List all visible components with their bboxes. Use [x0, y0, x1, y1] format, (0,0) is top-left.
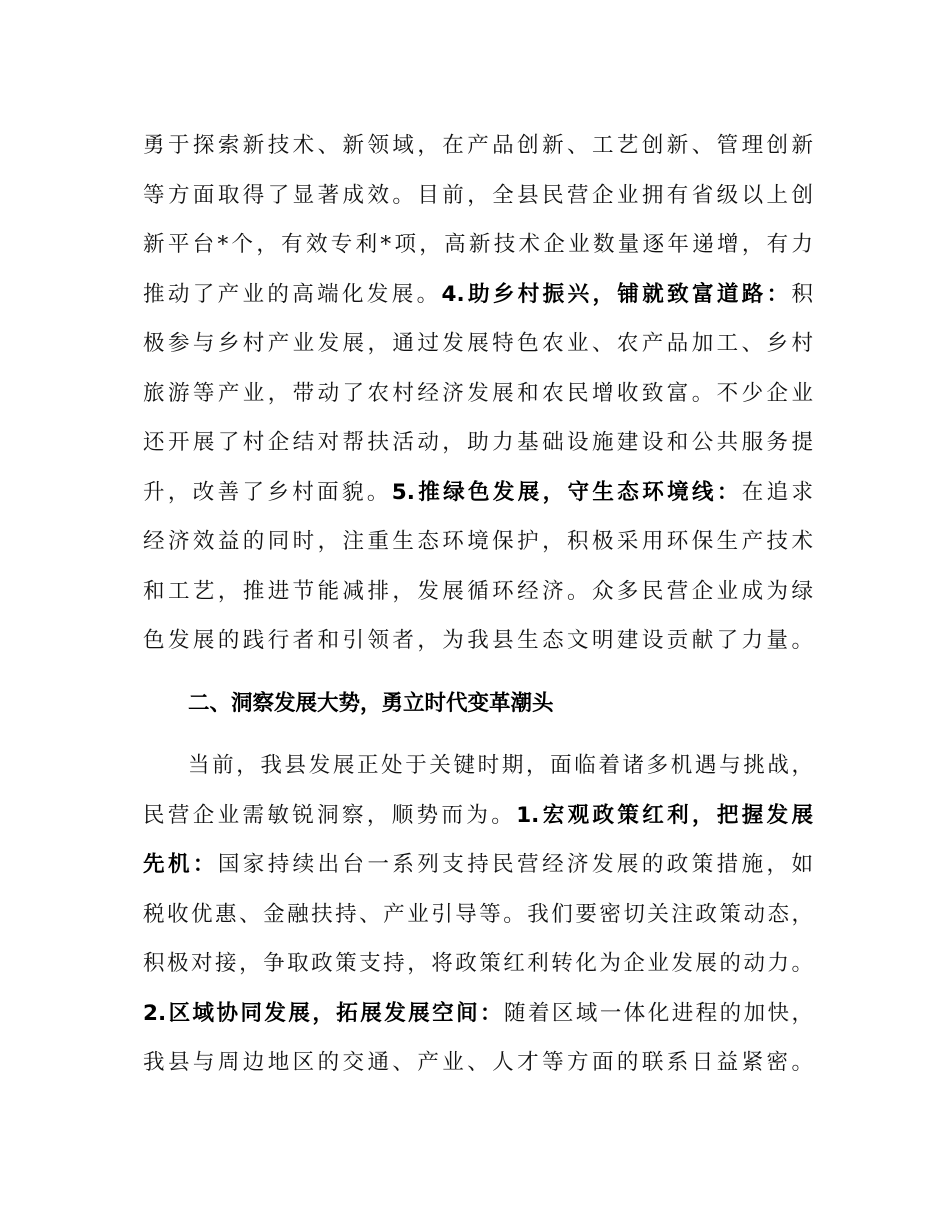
text-run: 积: [791, 281, 813, 307]
paragraph-line: 勇于探索新技术、新领域，在产品创新、工艺创新、管理创新: [143, 133, 813, 158]
paragraph-line: 新平台*个，有效专利*项，高新技术企业数量逐年递增，有力: [143, 232, 813, 257]
text-run: 民营企业需敏锐洞察，顺势而为。: [143, 802, 517, 828]
paragraph-line: 经济效益的同时，注重生态环境保护，积极采用环保生产技术: [143, 529, 813, 554]
text-run: 国家持续出台一系列支持民营经济发展的政策措施，如: [217, 852, 813, 877]
paragraph-line: 和工艺，推进节能减排，发展循环经济。众多民营企业成为绿: [143, 578, 813, 604]
text-run: 随着区域一体化进程的加快，: [504, 1000, 813, 1026]
paragraph-line: 等方面取得了显著成效。目前，全县民营企业拥有省级以上创: [143, 182, 813, 208]
paragraph-line: [143, 989, 813, 1039]
paragraph-line: [143, 791, 813, 841]
text-run: 升，改善了乡村面貌。: [143, 479, 392, 505]
bold-subheading-4: 4.助乡村振兴，铺就致富道路：: [441, 281, 792, 307]
paragraph-1: [143, 121, 813, 666]
bold-subheading-2: 2.区域协同发展，拓展发展空间：: [143, 1000, 504, 1026]
paragraph-line: 税收优惠、金融扶持、产业引导等。我们要密切关注政策动态，: [143, 901, 813, 927]
paragraph-line: [143, 840, 813, 890]
text-run: 在追求: [741, 479, 813, 505]
paragraph-line: [143, 468, 813, 518]
document-page: [143, 121, 813, 1088]
paragraph-line: 我县与周边地区的交通、产业、人才等方面的联系日益紧密。: [143, 1050, 813, 1075]
text-run: 推动了产业的高端化发展。: [143, 281, 442, 307]
paragraph-line: 色发展的践行者和引领者，为我县生态文明建设贡献了力量。: [143, 628, 813, 653]
section-heading: 二、洞察发展大势，勇立时代变革潮头: [188, 690, 554, 716]
paragraph-line: 还开展了村企结对帮扶活动，助力基础设施建设和公共服务提: [143, 430, 813, 455]
bold-subheading-1-end: 先机：: [143, 852, 218, 877]
paragraph-line: 极参与乡村产业发展，通过发展特色农业、农产品加工、乡村: [143, 331, 813, 356]
paragraph-2: [143, 741, 813, 1088]
bold-subheading-1: 1.宏观政策红利，把握发展: [516, 802, 813, 828]
bold-subheading-5: 5.推绿色发展，守生态环境线：: [391, 479, 742, 505]
paragraph-line: 旅游等产业，带动了农村经济发展和农民增收致富。不少企业: [143, 380, 813, 406]
paragraph-line: 当前，我县发展正处于关键时期，面临着诸多机遇与挑战，: [188, 753, 813, 778]
paragraph-line: 积极对接，争取政策支持，将政策红利转化为企业发展的动力。: [143, 951, 813, 976]
paragraph-line: [143, 270, 813, 320]
